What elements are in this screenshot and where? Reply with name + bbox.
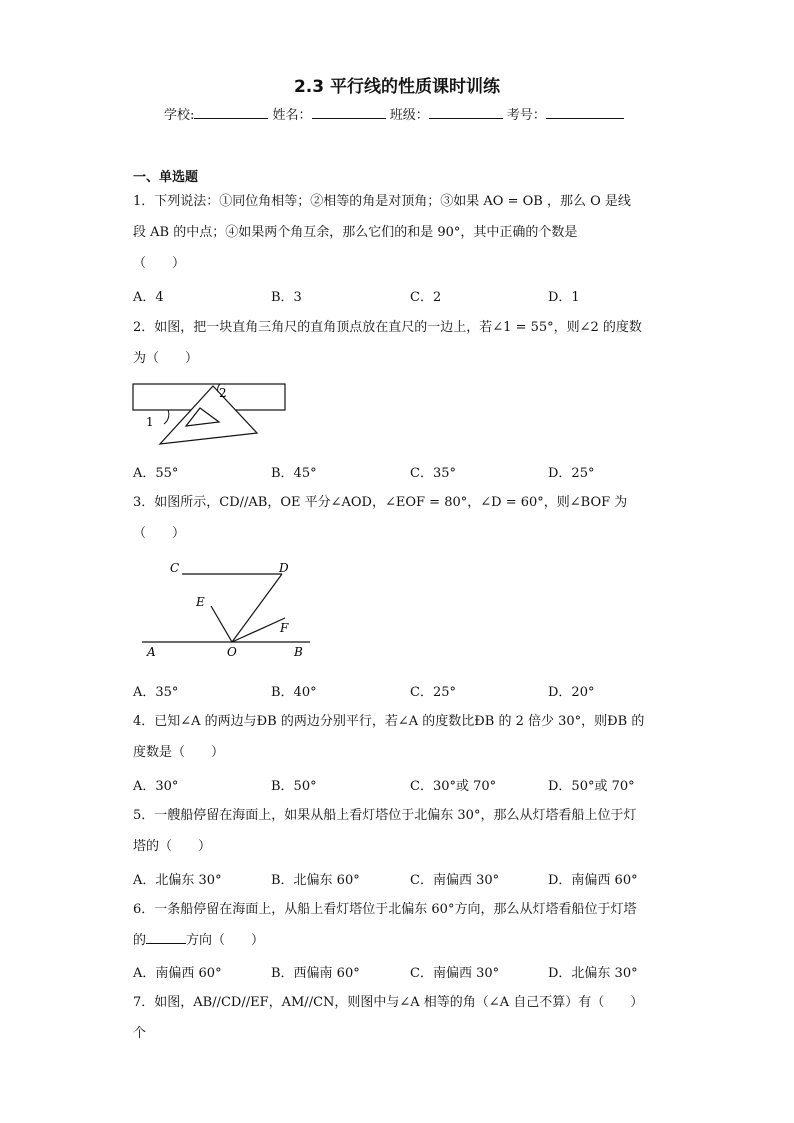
option-b[interactable]: B．45°: [271, 466, 317, 481]
number-blank[interactable]: [546, 106, 624, 119]
question-6-line2a: 的: [133, 933, 147, 948]
line-of: [232, 618, 285, 642]
option-d[interactable]: D．1: [548, 290, 580, 305]
question-4: [133, 706, 663, 768]
option-a[interactable]: A．4: [133, 290, 164, 305]
question-6-line1: 6．一条船停留在海面上，从船上看灯塔位于北偏东 60°方向，那么从灯塔看船位于灯塔: [133, 902, 637, 917]
question-1-line2: 段 AB 的中点；④如果两个角互余，那么它们的和是 90°，其中正确的个数是: [133, 225, 578, 240]
question-7-line2: 个: [133, 1026, 147, 1041]
option-a[interactable]: A．南偏西 60°: [133, 966, 222, 981]
option-b[interactable]: B．北偏东 60°: [271, 873, 360, 888]
option-b[interactable]: B．3: [271, 290, 302, 305]
option-d[interactable]: D．北偏东 30°: [548, 966, 638, 981]
question-6: [133, 894, 663, 956]
question-2-line1: 2．如图，把一块直角三角尺的直角顶点放在直尺的一边上，若∠1 = 55°，则∠2 的度数: [133, 320, 642, 335]
question-3-line2: （ ）: [133, 526, 186, 541]
option-b[interactable]: B．50°: [271, 779, 317, 794]
option-c[interactable]: C．30°或 70°: [410, 779, 497, 794]
question-6-options: [133, 962, 663, 982]
student-info-row: [164, 104, 624, 123]
option-a[interactable]: A．北偏东 30°: [133, 873, 222, 888]
class-label: 班级：: [389, 108, 429, 123]
option-d[interactable]: D．25°: [548, 466, 595, 481]
question-1-options: [133, 286, 663, 306]
parallel-lines-figure: [138, 556, 318, 660]
school-blank[interactable]: [194, 106, 268, 119]
question-5: [133, 800, 663, 862]
question-3-options: [133, 681, 663, 701]
label-a: A: [147, 645, 156, 659]
question-3: [133, 487, 663, 549]
option-d[interactable]: D．20°: [548, 685, 595, 700]
question-1-line3: （ ）: [133, 256, 186, 271]
question-7-line1: 7．如图，AB//CD//EF，AM//CN，则图中与∠A 相等的角（∠A 自己不算）有（ ）: [133, 995, 644, 1010]
option-b[interactable]: B．40°: [271, 685, 317, 700]
option-d[interactable]: D．南偏西 60°: [548, 873, 638, 888]
line-oe: [211, 606, 232, 642]
option-c[interactable]: C．35°: [410, 466, 456, 481]
question-1: [133, 186, 663, 279]
ruler-triangle-figure: [130, 378, 290, 450]
question-2-line2: 为（ ）: [133, 351, 199, 366]
number-label: 考号：: [506, 108, 546, 123]
option-c[interactable]: C．南偏西 30°: [410, 966, 500, 981]
line-od: [232, 574, 282, 642]
label-c: C: [170, 561, 180, 575]
section-heading: 一、单选题: [133, 170, 199, 185]
question-6-line2b: 方向（ ）: [186, 933, 265, 948]
question-3-line1: 3．如图所示，CD//AB，OE 平分∠AOD，∠EOF = 80°，∠D = 60°，则∠BOF 为: [133, 495, 628, 510]
option-c[interactable]: C．2: [410, 290, 442, 305]
page-title: 2.3 平行线的性质课时训练: [293, 77, 501, 97]
question-5-line2: 塔的（ ）: [133, 839, 212, 854]
option-a[interactable]: A．55°: [133, 466, 179, 481]
question-4-options: [133, 775, 663, 795]
question-5-options: [133, 869, 663, 889]
name-blank[interactable]: [312, 106, 386, 119]
school-label: 学校:: [164, 108, 195, 123]
option-c[interactable]: C．南偏西 30°: [410, 873, 500, 888]
question-5-line1: 5．一艘船停留在海面上，如果从船上看灯塔位于北偏东 30°，那么从灯塔看船上位于灯: [133, 808, 637, 823]
label-angle-1: 1: [146, 415, 154, 429]
class-blank[interactable]: [429, 106, 503, 119]
option-a[interactable]: A．35°: [133, 685, 179, 700]
label-f: F: [280, 621, 289, 635]
label-b: B: [294, 645, 303, 659]
label-e: E: [196, 595, 205, 609]
question-1-line1: 1．下列说法：①同位角相等；②相等的角是对顶角；③如果 AO = OB ，那么 O 是线: [133, 194, 631, 209]
option-d[interactable]: D．50°或 70°: [548, 779, 635, 794]
question-4-line1: 4．已知∠A 的两边与ÐB 的两边分别平行，若∠A 的度数比ÐB 的 2 倍少 30°，则ÐB 的: [133, 714, 645, 729]
name-label: 姓名：: [272, 108, 312, 123]
answer-blank[interactable]: [146, 931, 186, 944]
question-2: [133, 312, 663, 374]
label-d: D: [279, 561, 289, 575]
question-7: [133, 987, 663, 1049]
question-4-line2: 度数是（ ）: [133, 745, 225, 760]
label-o: O: [227, 645, 237, 659]
option-c[interactable]: C．25°: [410, 685, 456, 700]
option-a[interactable]: A．30°: [133, 779, 179, 794]
option-b[interactable]: B．西偏南 60°: [271, 966, 360, 981]
label-angle-2: 2: [219, 386, 227, 400]
question-2-options: [133, 462, 663, 482]
angle-1-arc: [164, 410, 169, 424]
question-6-line2: [133, 925, 663, 956]
